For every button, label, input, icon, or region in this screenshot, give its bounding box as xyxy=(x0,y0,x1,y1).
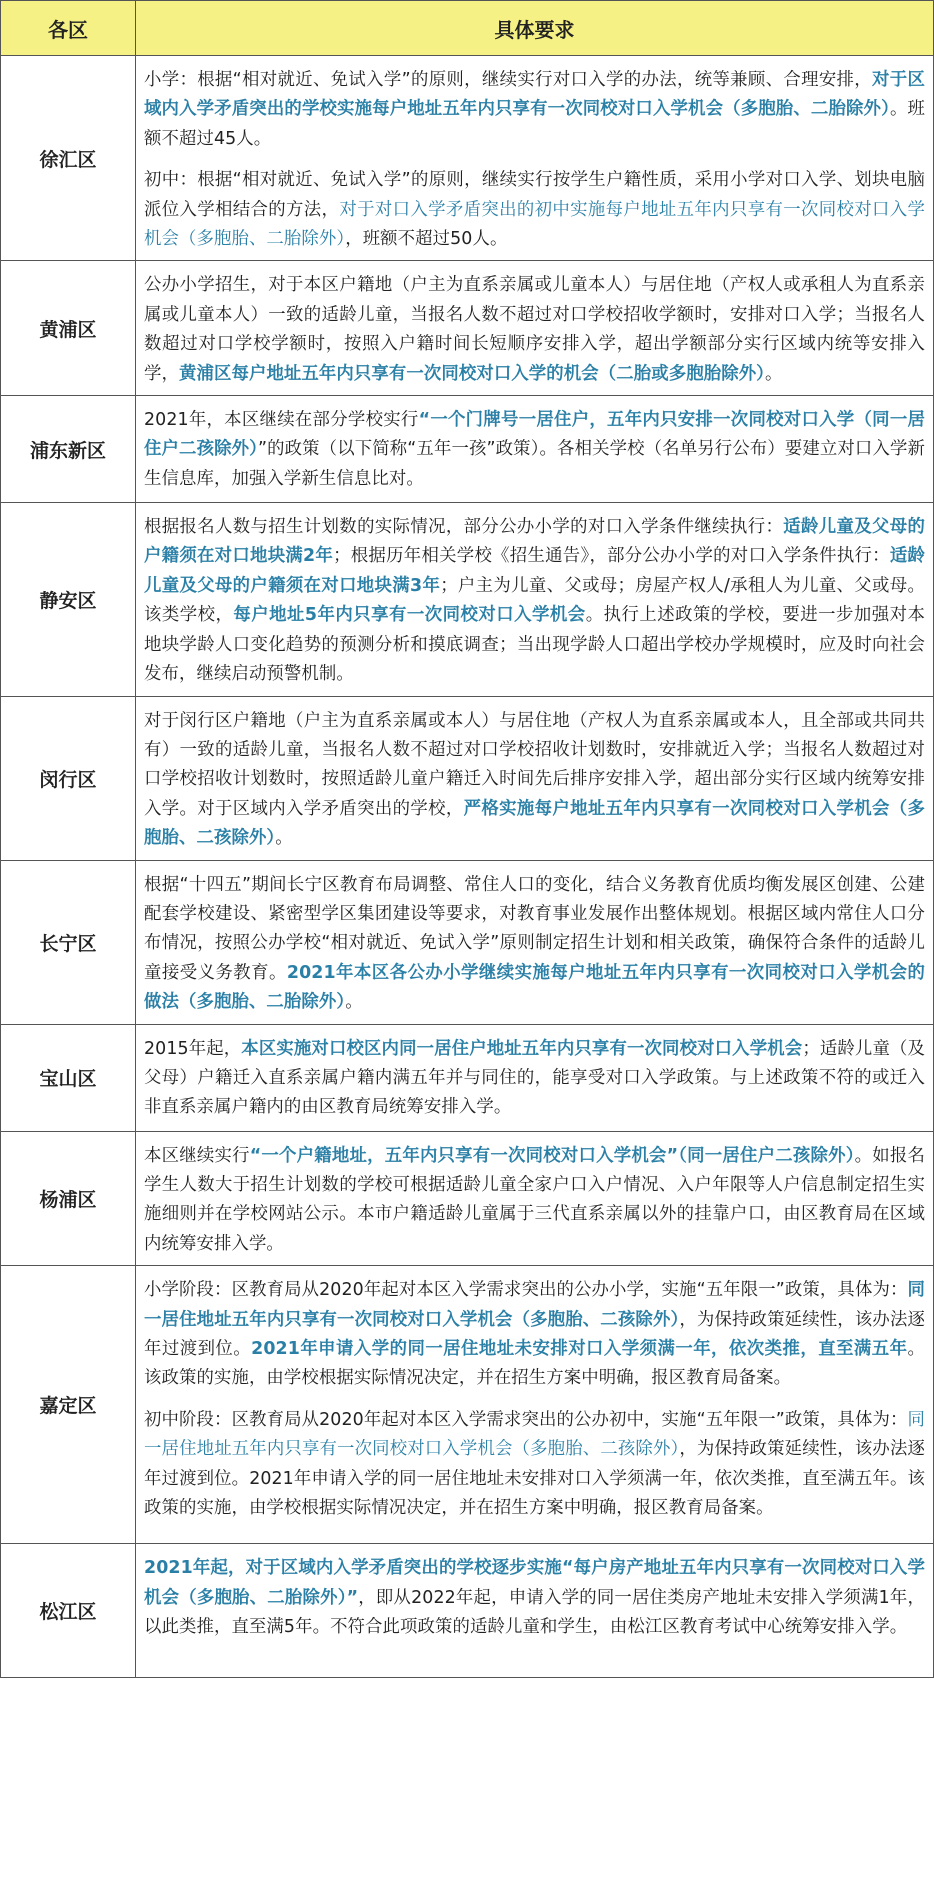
policy-text: 2015年起， xyxy=(144,1038,242,1059)
policy-text: ；适龄儿童（及父母）户籍迁入直系亲属户籍内满五年并与同住的，能享受对口入学政策。与上述政策不符的或迁入非直系亲属户籍内的由区教育局统筹安排入学。 xyxy=(144,1038,925,1118)
policy-text: ，为保持政策延续性，该办法逐年过渡到位。2021年申请入学的同一居住地址未安排对口入学须满一年，依次类推，直至满五年。该政策的实施，由学校根据实际情况决定，并在招生方案中明确，报区教育局备案。 xyxy=(144,1439,926,1519)
policy-text: 2021年，本区继续在部分学校实行 xyxy=(144,410,419,431)
table-row xyxy=(1,396,934,503)
highlighted-policy-text: 本区实施对口校区内同一居住户地址五年内只享有一次同校对口入学机会 xyxy=(241,1038,803,1059)
table-row xyxy=(1,1131,934,1266)
requirement-paragraph xyxy=(144,406,925,494)
requirement-text xyxy=(136,1131,934,1266)
district-name: 嘉定区 xyxy=(1,1266,136,1544)
table-row xyxy=(1,1544,934,1678)
policy-text: 小学：根据“相对就近、免试入学”的原则，继续实行对口入学的办法，统等兼顾、合理安排， xyxy=(144,70,873,90)
highlighted-policy-text: 2021年申请入学的同一居住地址未安排对口入学须满一年，依次类推，直至满五年 xyxy=(251,1339,908,1359)
requirement-text xyxy=(136,1266,934,1544)
requirement-paragraph xyxy=(144,707,925,854)
requirement-text xyxy=(136,56,934,261)
table-row xyxy=(1,503,934,696)
district-name: 静安区 xyxy=(1,503,136,696)
table-header-row xyxy=(1,1,934,56)
highlighted-policy-text: 2021年本区各公办小学继续实施每户地址五年内只享有一次同校对口入学机会的做法（多胞胎、二胎除外） xyxy=(144,962,925,1013)
requirement-paragraph xyxy=(144,271,925,389)
policy-text: 对于闵行区户籍地（户主为直系亲属或本人）与居住地（产权人为直系亲属或本人，且全部或共同共有）一致的适龄儿童，当报名人数不超过对口学校招收计划数时，安排就近入学；当报名人数超过对口学校招收计划数时，按照适龄儿童户籍迁入时间先后排序安排入学，超出部分实行区域内统筹安排入学。对于区域内入学矛盾突出的学校， xyxy=(144,710,925,819)
highlighted-policy-text: 每户地址5年内只享有一次同校对口入学机会 xyxy=(233,605,586,626)
highlighted-policy-text: “一个户籍地址，五年内只享有一次同校对口入学机会”（同一居住户二孩除外） xyxy=(249,1145,855,1166)
policy-text: 。 xyxy=(345,992,363,1013)
requirement-text xyxy=(136,1024,934,1131)
requirement-paragraph xyxy=(144,513,925,689)
district-name: 长宁区 xyxy=(1,860,136,1024)
requirement-paragraph xyxy=(144,1554,925,1642)
requirement-paragraph xyxy=(144,66,925,154)
policy-text: 。 xyxy=(764,363,783,384)
district-name: 闵行区 xyxy=(1,696,136,860)
highlighted-policy-text: 适龄儿童及父母的户籍须在对口地块满3年 xyxy=(144,546,926,596)
policy-text: 。班额不超过45人。 xyxy=(144,99,925,149)
district-name: 松江区 xyxy=(1,1544,136,1678)
requirement-paragraph xyxy=(144,1406,925,1524)
policy-text: ，班额不超过50人。 xyxy=(345,229,508,250)
district-name: 黄浦区 xyxy=(1,261,136,396)
policy-text: ，即从2022年起，申请入学的同一居住类房产地址未安排入学须满1年，以此类推，直至满5年。不符合此项政策的适龄儿童和学生，由松江区教育考试中心统筹安排入学。 xyxy=(144,1587,926,1637)
policy-text: 初中：根据“相对就近、免试入学”的原则，继续实行按学生户籍性质，采用小学对口入学、划块电脑派位入学相结合的方法， xyxy=(144,170,925,220)
policy-text: 根据“十四五”期间长宁区教育布局调整、常住人口的变化，结合义务教育优质均衡发展区创建、公建配套学校建设、紧密型学区集团建设等要求，对教育事业发展作出整体规划。根据区域内常住人口分布情况，按照公办学校“相对就近、免试入学”原则制定招生计划和相关政策，确保符合条件的适龄儿童接受义务教育。 xyxy=(144,874,925,983)
requirement-text xyxy=(136,1544,934,1678)
table-row xyxy=(1,261,934,396)
requirement-paragraph xyxy=(144,1035,925,1123)
highlighted-policy-text: “一个门牌号一居住户，五年内只安排一次同校对口入学（同一居住户二孩除外） xyxy=(144,410,925,460)
header-requirements: 具体要求 xyxy=(136,1,934,56)
policy-text: 根据报名人数与招生计划数的实际情况，部分公办小学的对口入学条件继续执行： xyxy=(144,517,784,538)
policy-text: ；户主为儿童、父或母；房屋产权人/承租人为儿童、父或母。该类学校， xyxy=(144,575,925,626)
highlighted-policy-text: 黄浦区每户地址五年内只享有一次同校对口入学的机会（二胎或多胞胎除外） xyxy=(178,363,765,384)
requirement-text xyxy=(136,503,934,696)
policy-text: 。执行上述政策的学校，要进一步加强对本地块学龄人口变化趋势的预测分析和摸底调查；当出现学龄人口超出学校办学规模时，应及时向社会发布，继续启动预警机制。 xyxy=(144,605,925,685)
requirement-paragraph xyxy=(144,871,925,1018)
highlighted-policy-text: 严格实施每户地址五年内只享有一次同校对口入学机会（多胞胎、二孩除外） xyxy=(144,798,925,849)
table-row xyxy=(1,696,934,860)
highlighted-policy-text: 对于对口入学矛盾突出的初中实施每户地址五年内只享有一次同校对口入学机会（多胞胎、二胎除外） xyxy=(144,199,925,250)
district-name: 浦东新区 xyxy=(1,396,136,503)
policy-text: 本区继续实行 xyxy=(144,1145,250,1166)
requirement-text xyxy=(136,261,934,396)
requirement-text xyxy=(136,696,934,860)
highlighted-policy-text: 同一居住地址五年内只享有一次同校对口入学机会（多胞胎、二孩除外） xyxy=(144,1409,925,1460)
table-row xyxy=(1,860,934,1024)
district-name: 杨浦区 xyxy=(1,1131,136,1266)
policy-text: 公办小学招生，对于本区户籍地（户主为直系亲属或儿童本人）与居住地（产权人或承租人为直系亲属或儿童本人）一致的适龄儿童，当报名人数不超过对口学校招收学额时，安排对口入学；当报名人数超过对口学校学额时，按照入户籍时间长短顺序安排入学，超出学额部分实行区域内统等安排入学， xyxy=(144,275,925,384)
requirement-paragraph xyxy=(144,166,925,254)
table-row xyxy=(1,1266,934,1544)
requirement-paragraph xyxy=(144,1142,925,1260)
policy-text: ；根据历年相关学校《招生通告》，部分公办小学的对口入学条件执行： xyxy=(333,546,890,567)
policy-text: 初中阶段：区教育局从2020年起对本区入学需求突出的公办初中，实施“五年限一”政策，具体为： xyxy=(144,1409,908,1430)
district-name: 徐汇区 xyxy=(1,56,136,261)
highlighted-policy-text: 对于区域内入学矛盾突出的学校实施每户地址五年内只享有一次同校对口入学机会（多胞胎、二胎除外） xyxy=(144,70,925,120)
table-row xyxy=(1,1024,934,1131)
highlighted-policy-text: 同一居住地址五年内只享有一次同校对口入学机会（多胞胎、二孩除外） xyxy=(144,1280,925,1330)
requirement-text xyxy=(136,860,934,1024)
header-district: 各区 xyxy=(1,1,136,56)
policy-text: ”的政策（以下简称“五年一孩”政策）。各相关学校（名单另行公布）要建立对口入学新生信息库，加强入学新生信息比对。 xyxy=(144,439,925,489)
policy-text: 。如报名学生人数大于招生计划数的学校可根据适龄儿童全家户口入户情况、入户年限等人户信息制定招生实施细则并在学校网站公示。本市户籍适龄儿童属于三代直系亲属以外的挂靠户口，由区教育局在区域内统筹安排入学。 xyxy=(144,1145,926,1254)
policy-text: 。 xyxy=(275,828,293,849)
requirement-paragraph xyxy=(144,1276,925,1394)
policy-text: ，为保持政策延续性，该办法逐年过渡到位。 xyxy=(144,1309,926,1359)
policy-text: 小学阶段：区教育局从2020年起对本区入学需求突出的公办小学，实施“五年限一”政策，具体为： xyxy=(144,1280,908,1301)
requirement-text xyxy=(136,396,934,503)
highlighted-policy-text: 适龄儿童及父母的户籍须在对口地块满2年 xyxy=(144,517,925,567)
district-name: 宝山区 xyxy=(1,1024,136,1131)
highlighted-policy-text: 2021年起，对于区域内入学矛盾突出的学校逐步实施“每户房产地址五年内只享有一次同校对口入学机会（多胞胎、二胎除外）” xyxy=(144,1558,925,1608)
table-row xyxy=(1,56,934,261)
policy-text: 。该政策的实施，由学校根据实际情况决定，并在招生方案中明确，报区教育局备案。 xyxy=(144,1339,925,1389)
table-body xyxy=(1,56,934,1678)
